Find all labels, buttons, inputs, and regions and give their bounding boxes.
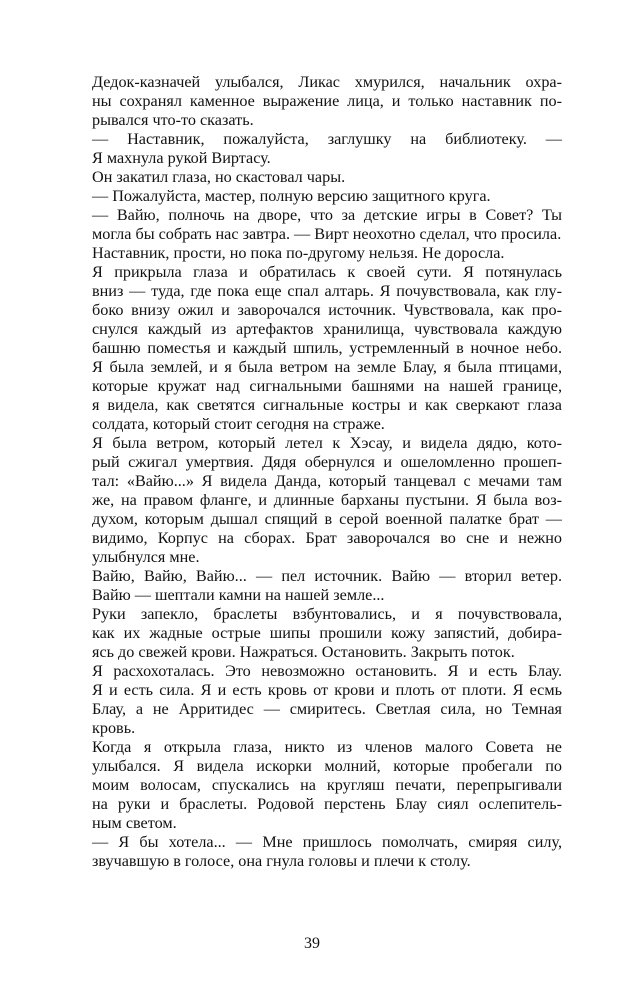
text-line: как их жадные острые шипы прошили кожу запястий, добира- <box>92 624 562 642</box>
text-line: солдата, который стоит сегодня на страже. <box>92 415 385 433</box>
text-line: ясь до свежей крови. Нажраться. Остановить. Закрыть поток. <box>92 643 515 661</box>
text-line: Он закатил глаза, но скастовал чары. <box>92 168 346 186</box>
text-line: — Вайю, полночь на дворе, что за детские игры в Совет? Ты <box>92 206 562 224</box>
text-line: на руки и браслеты. Родовой перстень Блау сиял ослепитель- <box>92 795 562 813</box>
text-line: башню поместья и каждый шпиль, устремленный в ночное небо. <box>92 339 562 357</box>
text-line: — Наставник, пожалуйста, заглушку на библиотеку. — <box>92 130 562 148</box>
text-line: улыбался. Я видела искорки молний, которые пробегали по <box>92 757 562 775</box>
text-line: видимо, Корпус на сборах. Брат заворочался во сне и нежно <box>92 529 562 547</box>
text-line: Я была землей, и я была ветром на земле Блау, я была птицами, <box>92 358 562 376</box>
page-body <box>92 73 562 871</box>
text-line: Блау, а не Арритидес — смиритесь. Светлая сила, но Темная <box>92 700 562 718</box>
text-line: Я расхохоталась. Это невозможно остановить. Я и есть Блау. <box>92 662 562 680</box>
text-line: Руки запекло, браслеты взбунтовались, и я почувствовала, <box>92 605 562 623</box>
text-line: Вайю — шептали камни на нашей земле... <box>92 586 385 604</box>
text-line: рывался что-то сказать. <box>92 111 254 129</box>
text-line: ны сохранял каменное выражение лица, и только наставник по- <box>92 92 562 110</box>
text-line: — Я бы хотела... — Мне пришлось помолчать, смиряя силу, <box>92 833 562 851</box>
text-line: которые кружат над сигнальными башнями на нашей границе, <box>92 377 562 395</box>
text-line: Когда я открыла глаза, никто из членов малого Совета не <box>92 738 562 756</box>
text-line: духом, которым дышал спящий в серой военной палатке брат — <box>92 510 562 528</box>
text-line: вниз — туда, где пока еще спал алтарь. Я почувствовала, как глу- <box>92 282 562 300</box>
page-number: 39 <box>304 935 320 952</box>
text-line: тал: «Вайю...» Я видела Данда, который танцевал с мечами там <box>92 472 562 490</box>
text-line: же, на правом фланге, и длинные барханы пустыни. Я была воз- <box>92 491 562 509</box>
text-line: Я была ветром, который летел к Хэсау, и видела дядю, кото- <box>92 434 562 452</box>
text-line: снулся каждый из артефактов хранилища, чувствовала каждую <box>92 320 562 338</box>
text-line: моим волосам, спускались на кругляш печати, перепрыгивали <box>92 776 562 794</box>
text-line: — Пожалуйста, мастер, полную версию защитного круга. <box>92 187 491 205</box>
text-line: Я махнула рукой Виртасу. <box>92 149 271 167</box>
text-line: боко внизу ожил и заворочался источник. Чувствовала, как про- <box>92 301 562 319</box>
text-line: Дедок-казначей улыбался, Ликас хмурился, начальник охра- <box>92 73 562 91</box>
text-line: улыбнулся мне. <box>92 548 200 566</box>
text-line: Наставник, прости, но пока по-другому нельзя. Не доросла. <box>92 244 505 262</box>
text-line: Я и есть сила. Я и есть кровь от крови и плоть от плоти. Я есмь <box>92 681 562 699</box>
text-line: рый сжигал умертвия. Дядя обернулся и ошеломленно прошеп- <box>92 453 562 471</box>
text-line: могла бы собрать нас завтра. — Вирт неохотно сделал, что просила. <box>92 225 562 243</box>
text-line: Вайю, Вайю, Вайю... — пел источник. Вайю — вторил ветер. <box>92 567 562 585</box>
text-line: кровь. <box>92 719 136 737</box>
text-line: ным светом. <box>92 814 177 832</box>
text-line: Я прикрыла глаза и обратилась к своей сути. Я потянулась <box>92 263 562 281</box>
text-line: я видела, как светятся сигнальные костры и как сверкают глаза <box>92 396 562 414</box>
text-line: звучавшую в голосе, она гнула головы и плечи к столу. <box>92 852 471 870</box>
